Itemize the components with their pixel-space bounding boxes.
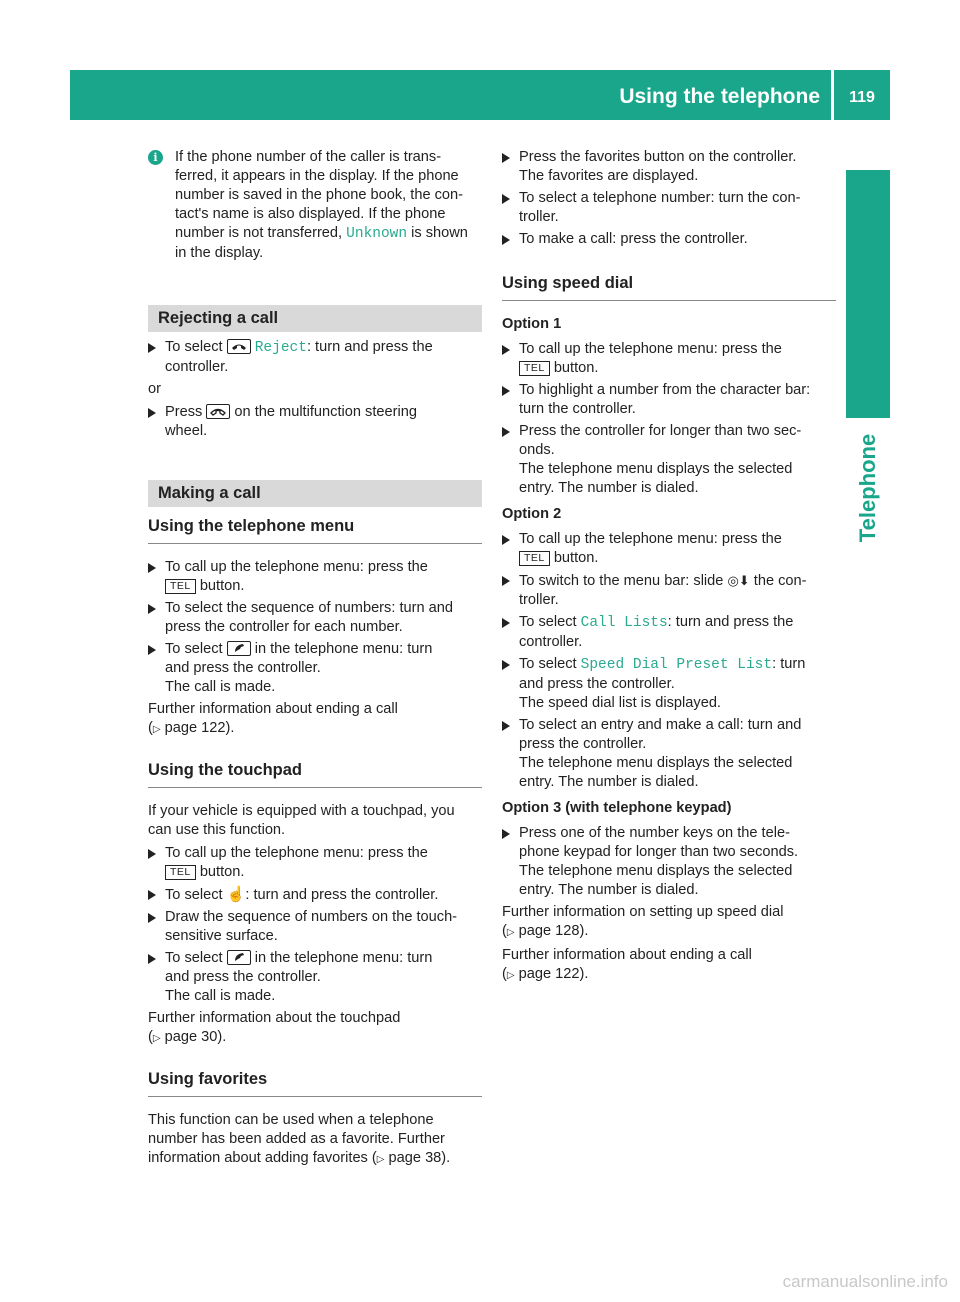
arrow-icon <box>502 618 510 628</box>
page-reference: (▷ page 122). <box>502 966 589 982</box>
side-tab-label: Telephone <box>855 433 880 543</box>
option-1-title: Option 1 <box>502 316 562 332</box>
speed-dial-code: Speed Dial Preset List <box>580 657 773 673</box>
list-item: To select Call Lists: turn and press the controller. <box>502 613 836 652</box>
arrow-icon <box>148 408 156 418</box>
info-icon: i <box>148 150 163 165</box>
page-reference: (▷ page 128). <box>502 923 589 939</box>
reject-code: Reject <box>254 340 307 356</box>
arrow-icon <box>502 235 510 245</box>
tel-key: TEL <box>519 361 550 376</box>
arrow-icon <box>502 829 510 839</box>
arrow-icon <box>148 849 156 859</box>
list-item: To switch to the menu bar: slide ◎⬇ the con- troller. <box>502 571 836 610</box>
tel-key: TEL <box>519 551 550 566</box>
arrow-icon <box>502 427 510 437</box>
arrow-icon <box>502 576 510 586</box>
list-item: Draw the sequence of numbers on the touch- sensitive surface. <box>148 908 482 946</box>
left-column <box>148 148 482 1169</box>
right-column <box>502 148 836 985</box>
arrow-icon <box>502 345 510 355</box>
phone-icon <box>227 641 251 656</box>
arrow-icon <box>502 721 510 731</box>
arrow-icon <box>502 386 510 396</box>
ref-arrow-icon: ▷ <box>506 927 515 938</box>
call-lists-code: Call Lists <box>580 615 668 631</box>
further-info: Further information about ending a call <box>502 947 752 963</box>
watermark: carmanualsonline.info <box>782 1272 948 1291</box>
arrow-icon <box>502 153 510 163</box>
list-item: To select in the telephone menu: turn and press the controller. The call is made. <box>148 640 482 697</box>
phone-icon <box>227 950 251 965</box>
ref-arrow-icon: ▷ <box>506 970 515 981</box>
section-making-title: Making a call <box>148 480 482 507</box>
option-3-title: Option 3 (with telephone keypad) <box>502 800 732 816</box>
unknown-code: Unknown <box>346 226 408 242</box>
list-item: To make a call: press the controller. <box>502 230 836 249</box>
ref-arrow-icon: ▷ <box>376 1154 385 1165</box>
list-item: Press on the multifunction steering wheel. <box>148 403 482 441</box>
touchpad-intro: If your vehicle is equipped with a touchpad, you can use this function. <box>148 803 455 838</box>
page-reference: (▷ page 122). <box>148 720 235 736</box>
hang-up-icon <box>227 339 251 354</box>
touch-gesture-icon: ☝ <box>226 886 246 903</box>
subsection-favorites: Using favorites <box>148 1070 482 1097</box>
arrow-icon <box>148 563 156 573</box>
list-item: Press one of the number keys on the tele- phone keypad for longer than two seconds. The telephone menu displays the selected entry. The number is dialed. <box>502 824 836 900</box>
list-item: To select a telephone number: turn the con- troller. <box>502 189 836 227</box>
or-text: or <box>148 381 161 397</box>
tel-key: TEL <box>165 865 196 880</box>
list-item: To call up the telephone menu: press the TEL button. <box>502 340 836 378</box>
favorites-text: This function can be used when a telephone number has been added as a favorite. Further information about adding favorites (▷ page 38). <box>148 1112 451 1166</box>
side-tab <box>846 170 890 418</box>
ref-arrow-icon: ▷ <box>152 1033 161 1044</box>
info-text-end: is shown in the display. <box>175 225 468 261</box>
page-number: 119 <box>849 89 875 106</box>
list-item: To select Speed Dial Preset List: turn and press the controller. The speed dial list is displayed. <box>502 655 836 713</box>
header-title: Using the telephone <box>619 85 820 108</box>
further-info: Further information about ending a call <box>148 701 398 717</box>
subsection-speed-dial: Using speed dial <box>502 274 836 301</box>
arrow-icon <box>148 954 156 964</box>
list-item: Press the controller for longer than two sec- onds. The telephone menu displays the selected entry. The number is dialed. <box>502 422 836 498</box>
subsection-touchpad: Using the touchpad <box>148 761 482 788</box>
arrow-icon <box>148 890 156 900</box>
list-item: To select in the telephone menu: turn and press the controller. The call is made. <box>148 949 482 1006</box>
option-2-title: Option 2 <box>502 506 562 522</box>
arrow-icon <box>502 535 510 545</box>
arrow-icon <box>502 660 510 670</box>
list-item: To select Reject: turn and press the controller. <box>148 338 482 377</box>
arrow-icon <box>148 645 156 655</box>
info-text: If the phone number of the caller is trans- ferred, it appears in the display. If the phone number is saved in the phone book, the con- tact's name is also displayed. If the phone number is not transferred, <box>175 149 464 241</box>
section-rejecting-title: Rejecting a call <box>148 305 482 332</box>
subsection-telephone-menu: Using the telephone menu <box>148 517 482 544</box>
end-call-icon <box>206 404 230 419</box>
list-item: To highlight a number from the character bar: turn the controller. <box>502 381 836 419</box>
further-info: Further information about the touchpad <box>148 1010 401 1026</box>
arrow-icon <box>148 913 156 923</box>
list-item: To call up the telephone menu: press the TEL button. <box>502 530 836 568</box>
page-reference: (▷ page 30). <box>148 1029 227 1045</box>
info-note <box>148 148 482 263</box>
list-item: To select ☝: turn and press the controller. <box>148 885 482 905</box>
tel-key: TEL <box>165 579 196 594</box>
further-info: Further information on setting up speed dial <box>502 904 784 920</box>
list-item: To call up the telephone menu: press the TEL button. <box>148 558 482 596</box>
ref-arrow-icon: ▷ <box>152 724 161 735</box>
list-item: To select an entry and make a call: turn and press the controller. The telephone menu displays the selected entry. The number is dialed. <box>502 716 836 792</box>
list-item: Press the favorites button on the controller. The favorites are displayed. <box>502 148 836 186</box>
arrow-icon <box>148 343 156 353</box>
arrow-icon <box>502 194 510 204</box>
list-item: To select the sequence of numbers: turn and press the controller for each number. <box>148 599 482 637</box>
controller-slide-down-icon: ◎⬇ <box>727 573 750 588</box>
list-item: To call up the telephone menu: press the TEL button. <box>148 844 482 882</box>
arrow-icon <box>148 604 156 614</box>
page-header <box>70 70 890 120</box>
